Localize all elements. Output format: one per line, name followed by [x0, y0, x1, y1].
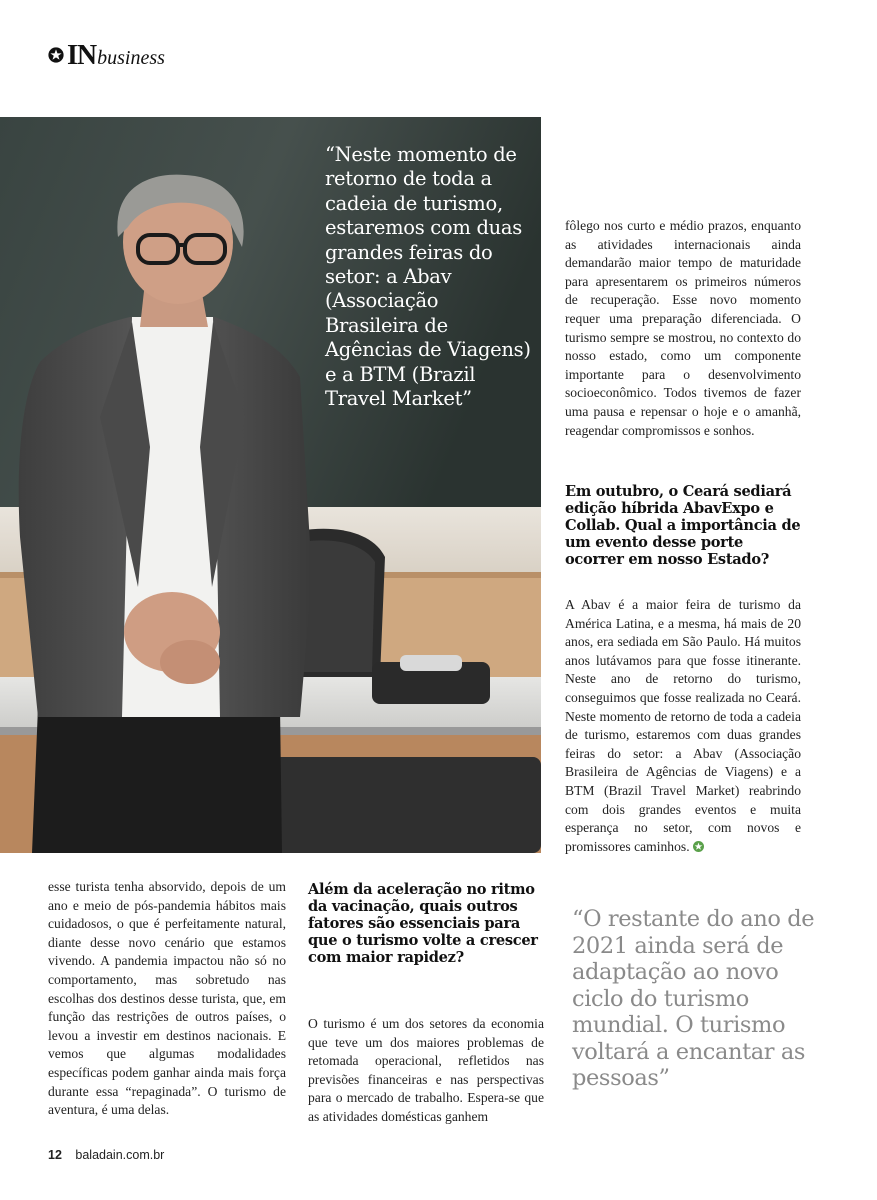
page-footer: [48, 1148, 164, 1162]
section-label: business: [97, 47, 165, 69]
gray-pull-quote: “O restante do ano de 2021 ainda será de adaptação ao novo ciclo do turismo mundial. O turismo voltará a encantar as pessoas”: [572, 906, 815, 1091]
site-url: baladain.com.br: [75, 1148, 165, 1162]
end-mark-icon: [693, 841, 704, 852]
magazine-logo-in: IN: [67, 40, 97, 71]
star-logo-icon: [48, 47, 64, 63]
left-column-text: esse turista tenha absorvido, depois de um ano e meio de pós-pandemia hábitos mais cuidadosos, o que é perfeitamente natural, diante desse novo cenário que estamos vivendo. A pandemia impactou não só no comportamento, mas sobretudo nas escolhas dos destinos desse turista, que, em função das restrições de outros países, o levou a investir em destinos nacionais. E vemos que algumas modalidades específicas podem ganhar ainda mais força durante essa “repaginada”. O turismo de aventura, é uma delas.: [48, 879, 286, 1118]
page-number: 12: [48, 1148, 62, 1162]
photo-pull-quote: “Neste momento de retorno de toda a cadeia de turismo, estaremos com duas grandes feiras do setor: a Abav (Associação Brasileira de Agências de Viagens) e a BTM (Brazil Travel Market”: [325, 143, 531, 411]
right-column-continuation: fôlego nos curto e médio prazos, enquanto as atividades internacionais ainda demandarão maior tempo de maturidade para apresentarem os primeiros números de recuperação. Esse novo momento requer uma preparação diferenciada. O turismo sempre se mostrou, no contexto do nosso estado, como um componente importante para o desenvolvimento socioeconômico. Todos tivemos de fazer uma pausa e repensar o hoje e o amanhã, reagendar compromissos e sonhos.: [565, 218, 801, 438]
answer-1-text: A Abav é a maior feira de turismo da América Latina, e a mesma, há mais de 20 anos, era sediada em São Paulo. Há muitos anos lutávamos para que fosse itinerante. Neste ano de retorno do turismo, conseguimos que fosse realizada no Ceará. Neste momento de retorno de toda a cadeia de turismo, estaremos com duas grandes feiras do setor: a Abav (Associação Brasileira de Agências de Viagens) e a BTM (Brazil Travel Market) reabrindo com dois grandes eventos e muita esperança no setor, com novos e promissores caminhos.: [565, 597, 801, 854]
interview-answer-2: O turismo é um dos setores da economia que teve um dos maiores problemas de retomada operacional, refletidos nas previsões financeiras e nas perspectivas para o mercado de trabalho. Espera-se que as atividades domésticas ganhem: [308, 1016, 544, 1124]
interview-answer-1: [565, 596, 801, 856]
interview-question-2: Além da aceleração no ritmo da vacinação, quais outros fatores são essenciais para que o turismo volte a crescer com maior rapidez?: [308, 881, 538, 966]
interview-question-1: Em outubro, o Ceará sediará edição híbrida AbavExpo e Collab. Qual a importância de um evento desse porte ocorrer em nosso Estado?: [565, 483, 801, 568]
section-header: [48, 38, 165, 71]
